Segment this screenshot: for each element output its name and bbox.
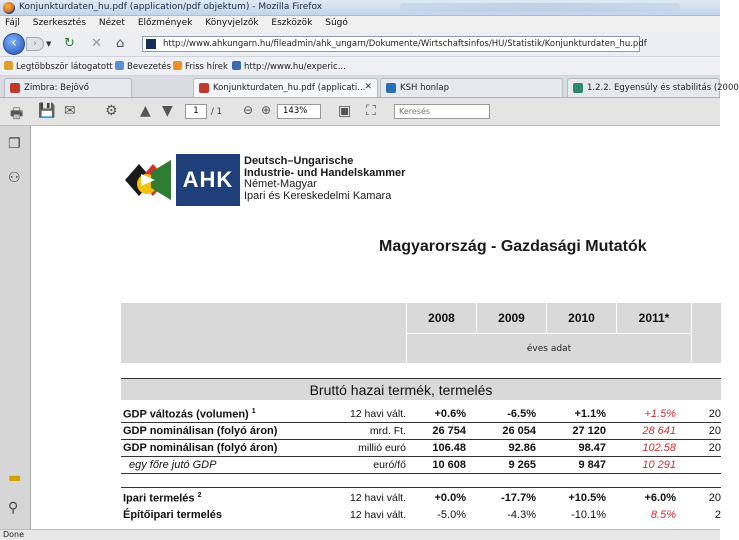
logo-text: Deutsch–Ungarische Industrie- und Handelskammer Német-Magyar Ipari és Kereskedelmi Kamara	[244, 155, 406, 202]
title-bar-blurred-area	[400, 3, 680, 12]
navigation-toolbar	[0, 31, 720, 57]
zimbra-icon	[10, 83, 20, 93]
menu-view[interactable]: Nézet	[98, 18, 125, 28]
table-row: Építőipari termelés 12 havi vált. -5.0% -4.3% -10.1% 8.5% 2	[123, 509, 721, 521]
bookmark-icon	[4, 61, 13, 70]
paperclip-icon[interactable]: ⚲	[8, 500, 19, 516]
year-2009: 2009	[476, 303, 546, 333]
attachments-icon[interactable]: ⚇	[8, 170, 21, 186]
zoom-out-icon[interactable]: ⊖	[243, 103, 254, 117]
forward-button[interactable]: ›	[26, 37, 44, 51]
menu-history[interactable]: Előzmények	[137, 18, 193, 28]
close-tab-icon[interactable]: ✕	[364, 82, 372, 92]
pdf-toolbar	[0, 98, 720, 126]
pdf-icon	[199, 83, 209, 93]
menu-edit[interactable]: Szerkesztés	[32, 18, 87, 28]
stop-icon[interactable]: ✕	[91, 36, 102, 51]
ahk-emblem-icon	[121, 154, 174, 206]
pdf-document	[32, 126, 720, 529]
bookmark-latest-news[interactable]: Friss hírek	[173, 61, 228, 72]
comments-icon[interactable]: ▬	[8, 470, 22, 486]
document-title: Magyarország - Gazdasági Mutatók	[379, 238, 647, 255]
year-2010: 2010	[546, 303, 616, 333]
logo-abbreviation: AHK	[176, 154, 240, 206]
tab-ksh[interactable]: KSH honlap	[380, 78, 563, 97]
table-row: GDP változás (volumen) $^1$ 12 havi vált. +0.6% -6.5% +1.1% +1.5% 20	[121, 406, 721, 423]
unit-note: éves adat	[406, 333, 691, 363]
bookmark-icon	[115, 61, 124, 70]
fullscreen-icon[interactable]: ⛶	[366, 103, 376, 119]
url-text[interactable]: http://www.ahkungarn.hu/fileadmin/ahk_ungarn/Dokumente/Wirtschaftsinfos/HU/Statistik/Konjunkturdaten_hu.pdf	[163, 39, 647, 49]
table-row: GDP nominálisan (folyó áron) millió euró 106.48 92.86 98.47 102.58 20	[121, 440, 721, 457]
year-2008: 2008	[406, 303, 476, 333]
page-number-input[interactable]: 1	[185, 104, 207, 119]
menu-tools[interactable]: Eszközök	[271, 18, 313, 28]
page-icon	[573, 83, 583, 93]
ksh-icon	[386, 83, 396, 93]
home-icon[interactable]: ⌂	[116, 36, 125, 51]
print-icon[interactable]: 🖶	[10, 106, 24, 122]
history-dropdown-icon[interactable]: ▼	[46, 40, 52, 48]
menu-bookmarks[interactable]: Könyvjelzők	[205, 18, 259, 28]
back-button[interactable]: ‹	[3, 33, 25, 55]
title-bar	[0, 0, 720, 16]
table-row: egy főre jutó GDP euró/fő 10 608 9 265 9 847 10 291	[121, 457, 721, 474]
tab-stability[interactable]: 1.2.2. Egyensúly és stabilitás (2000	[567, 78, 720, 97]
section-header: Bruttó hazai termék, termelés	[121, 378, 721, 400]
tab-pdf[interactable]: Konjunkturdaten_hu.pdf (applicati... ✕	[193, 78, 378, 97]
save-icon[interactable]: 💾	[38, 103, 56, 119]
rss-icon	[173, 61, 182, 70]
pdf-side-panel	[0, 126, 31, 529]
year-header	[121, 303, 721, 363]
tab-bar	[0, 76, 739, 98]
ahk-logo	[121, 154, 441, 206]
bookmark-link[interactable]: http://www.hu/experic...	[232, 61, 346, 72]
reload-icon[interactable]: ↻	[64, 36, 75, 51]
bookmarks-toolbar	[0, 57, 720, 76]
menu-bar	[0, 16, 720, 31]
tab-zimbra[interactable]: Zimbra: Bejövő	[4, 78, 132, 97]
zoom-select[interactable]: 143%	[277, 104, 321, 119]
email-icon[interactable]: ✉	[64, 103, 76, 119]
url-bar[interactable]	[142, 36, 647, 52]
find-input[interactable]: Keresés	[394, 104, 490, 119]
bookmark-most-visited[interactable]: Legtöbbször látogatott	[4, 61, 113, 72]
header-cut-column	[691, 303, 721, 363]
previous-page-icon[interactable]: ▲	[140, 103, 151, 119]
next-page-icon[interactable]: ▼	[162, 103, 173, 119]
page-total: / 1	[211, 107, 222, 117]
status-bar: Done	[0, 529, 720, 540]
table-row: Ipari termelés $^2$ 12 havi vált. +0.0% -17.7% +10.5% +6.0% 20	[121, 487, 721, 507]
table-row: GDP nominálisan (folyó áron) mrd. Ft. 26 754 26 054 27 120 28 641 20	[121, 423, 721, 440]
fit-page-icon[interactable]: ▣	[338, 103, 352, 119]
firefox-icon	[3, 2, 15, 14]
menu-help[interactable]: Súgó	[325, 18, 348, 28]
pages-icon[interactable]: ❐	[8, 136, 21, 152]
bookmark-icon	[232, 61, 241, 70]
bookmark-getting-started[interactable]: Bevezetés	[115, 61, 171, 72]
site-favicon-icon	[146, 39, 156, 49]
zoom-in-icon[interactable]: ⊕	[261, 103, 272, 117]
year-2011: 2011*	[616, 303, 691, 333]
menu-file[interactable]: Fájl	[5, 18, 20, 28]
review-icon[interactable]: ⚙	[105, 103, 118, 119]
window-title: Konjunkturdaten_hu.pdf (application/pdf objektum) - Mozilla Firefox	[19, 2, 323, 12]
